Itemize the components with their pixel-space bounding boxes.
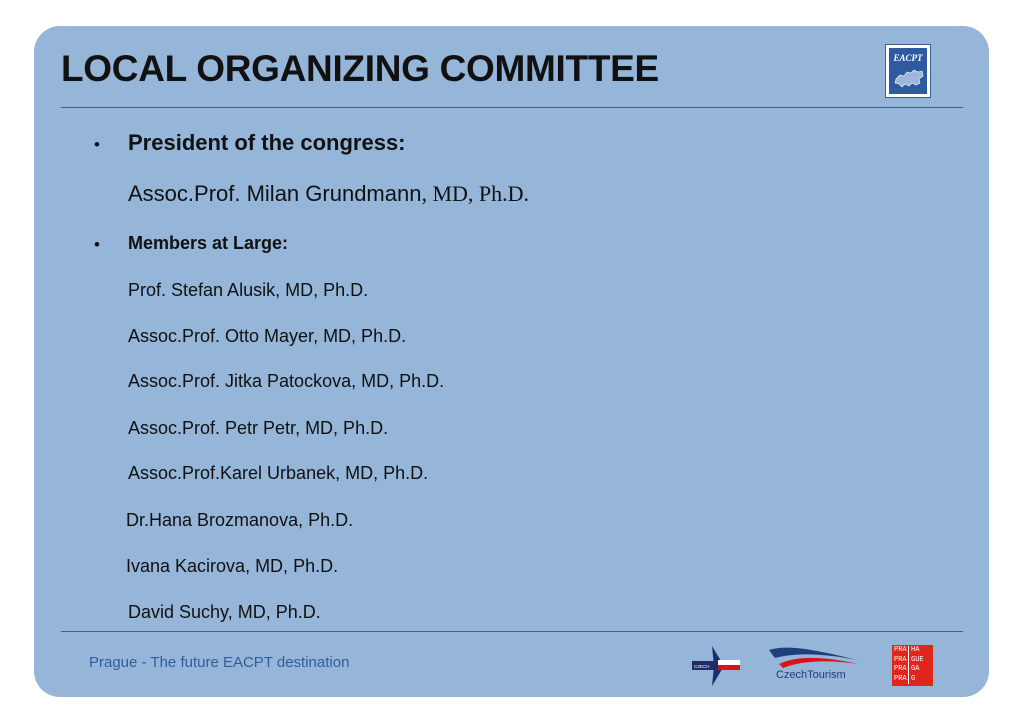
czech-tourism-swoosh-icon bbox=[767, 644, 861, 672]
praha-row: PRA HA bbox=[894, 646, 920, 654]
czech-tourism-label: CzechTourism bbox=[776, 669, 846, 681]
flag-text: CZECH bbox=[694, 664, 710, 669]
member-item: David Suchy, MD, Ph.D. bbox=[128, 602, 321, 622]
praha-row: PRA GUE bbox=[894, 655, 924, 664]
praha-row: PRA G bbox=[894, 674, 916, 683]
member-item: Assoc.Prof. Jitka Patockova, MD, Ph.D. bbox=[128, 371, 445, 391]
member-item: Assoc.Prof. Otto Mayer, MD, Ph.D. bbox=[128, 326, 407, 346]
praha-logo bbox=[892, 645, 933, 686]
members-heading: Members at Large: bbox=[128, 233, 289, 253]
footer-tagline: Prague - The future EACPT destination bbox=[89, 654, 350, 671]
eacpt-logo-panel bbox=[889, 48, 927, 94]
bullet-president: • bbox=[94, 135, 100, 154]
member-item: Assoc.Prof. Petr Petr, MD, Ph.D. bbox=[128, 418, 389, 438]
member-item: Dr.Hana Brozmanova, Ph.D. bbox=[126, 510, 354, 530]
bullet-members: • bbox=[94, 235, 100, 254]
europe-map-icon bbox=[892, 65, 926, 91]
slide-title: LOCAL ORGANIZING COMMITTEE bbox=[61, 48, 659, 89]
slide bbox=[34, 26, 989, 697]
member-item: Assoc.Prof.Karel Urbanek, MD, Ph.D. bbox=[128, 463, 429, 483]
president-heading: President of the congress: bbox=[128, 130, 406, 155]
title-divider bbox=[61, 107, 963, 108]
praha-row: PRA GA bbox=[894, 665, 920, 673]
czech-flag-logo bbox=[690, 646, 746, 686]
eacpt-logo bbox=[885, 44, 931, 98]
eacpt-logo-text: EACPT bbox=[893, 53, 923, 63]
footer-divider bbox=[61, 631, 963, 632]
president-name-line bbox=[128, 181, 529, 207]
member-item: Prof. Stefan Alusik, MD, Ph.D. bbox=[128, 280, 369, 300]
president-degrees: , MD, Ph.D. bbox=[421, 181, 530, 206]
president-name: Assoc.Prof. Milan Grundmann bbox=[128, 181, 422, 206]
member-item: Ivana Kacirova, MD, Ph.D. bbox=[126, 556, 339, 576]
